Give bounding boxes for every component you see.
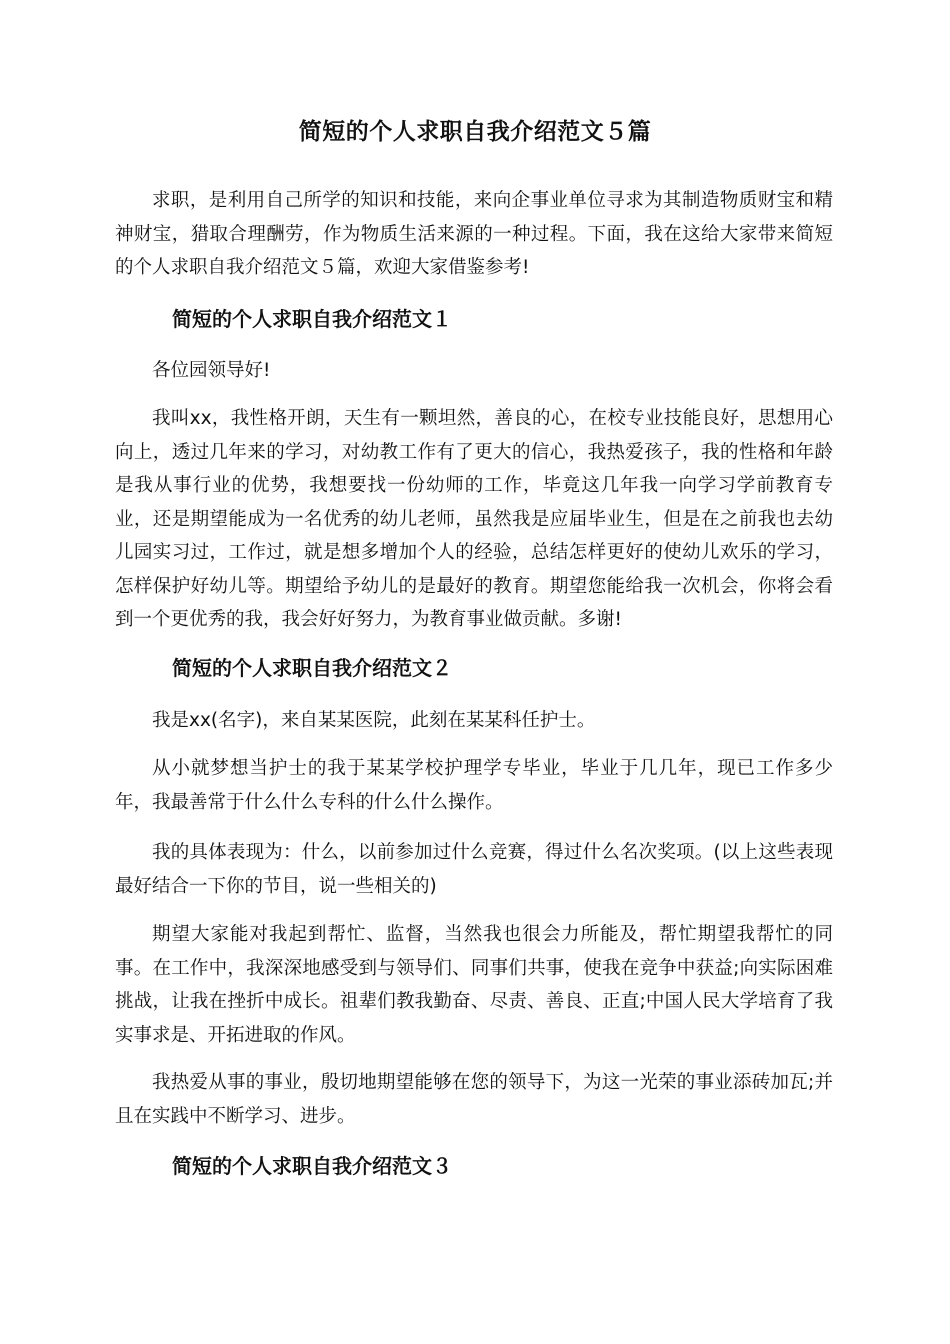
section-1-greeting: 各位园领导好! bbox=[152, 360, 271, 381]
section-2-paragraph-4: 期望大家能对我起到帮忙、监督，当然我也很会力所能及，帮忙期望我帮忙的同事。在工作中，我深深地感受到与领导们、同事们共事，使我在竞争中获益;向实际困难挑战，让我在挫折中成长。祖辈们教我勤奋、尽责、善良、正直;中国人民大学培育了我实事求是、开拓进取的作风。 bbox=[115, 924, 833, 1046]
document-title: 简短的个人求职自我介绍范文５篇 bbox=[298, 119, 652, 145]
section-2-paragraph-5: 我热爱从事的事业，殷切地期望能够在您的领导下，为这一光荣的事业添砖加瓦;并且在实践中不断学习、进步。 bbox=[115, 1072, 833, 1127]
intro-paragraph: 求职，是利用自己所学的知识和技能，来向企事业单位寻求为其制造物质财宝和精神财宝，猎取合理酬劳，作为物质生活来源的一种过程。下面，我在这给大家带来简短的个人求职自我介绍范文５篇，欢迎大家借鉴参考! bbox=[115, 190, 833, 278]
section-2-paragraph-2: 从小就梦想当护士的我于某某学校护理学专毕业，毕业于几几年，现已工作多少年，我最善常于什么什么专科的什么什么操作。 bbox=[115, 758, 833, 813]
section-1-body: 我叫xx，我性格开朗，天生有一颗坦然，善良的心，在校专业技能良好，思想用心向上，透过几年来的学习，对幼教工作有了更大的信心，我热爱孩子，我的性格和年龄是我从事行业的优势，我想要找一份幼师的工作，毕竟这几年我一向学习学前教育专业，还是期望能成为一名优秀的幼儿老师，虽然我是应届毕业生，但是在之前我也去幼儿园实习过，工作过，就是想多增加个人的经验，总结怎样更好的使幼儿欢乐的学习，怎样保护好幼儿等。期望给予幼儿的是最好的教育。期望您能给我一次机会，你将会看到一个更优秀的我，我会好好努力，为教育事业做贡献。多谢! bbox=[115, 408, 833, 630]
section-2-paragraph-3: 我的具体表现为：什么，以前参加过什么竞赛，得过什么名次奖项。(以上这些表现最好结合一下你的节目，说一些相关的) bbox=[115, 842, 833, 897]
section-2-paragraph-1: 我是xx(名字)，来自某某医院，此刻在某某科任护士。 bbox=[152, 710, 596, 731]
section-3-heading: 简短的个人求职自我介绍范文３ bbox=[172, 1154, 452, 1178]
section-2-heading: 简短的个人求职自我介绍范文２ bbox=[172, 656, 452, 680]
section-1-heading: 简短的个人求职自我介绍范文１ bbox=[172, 307, 452, 331]
